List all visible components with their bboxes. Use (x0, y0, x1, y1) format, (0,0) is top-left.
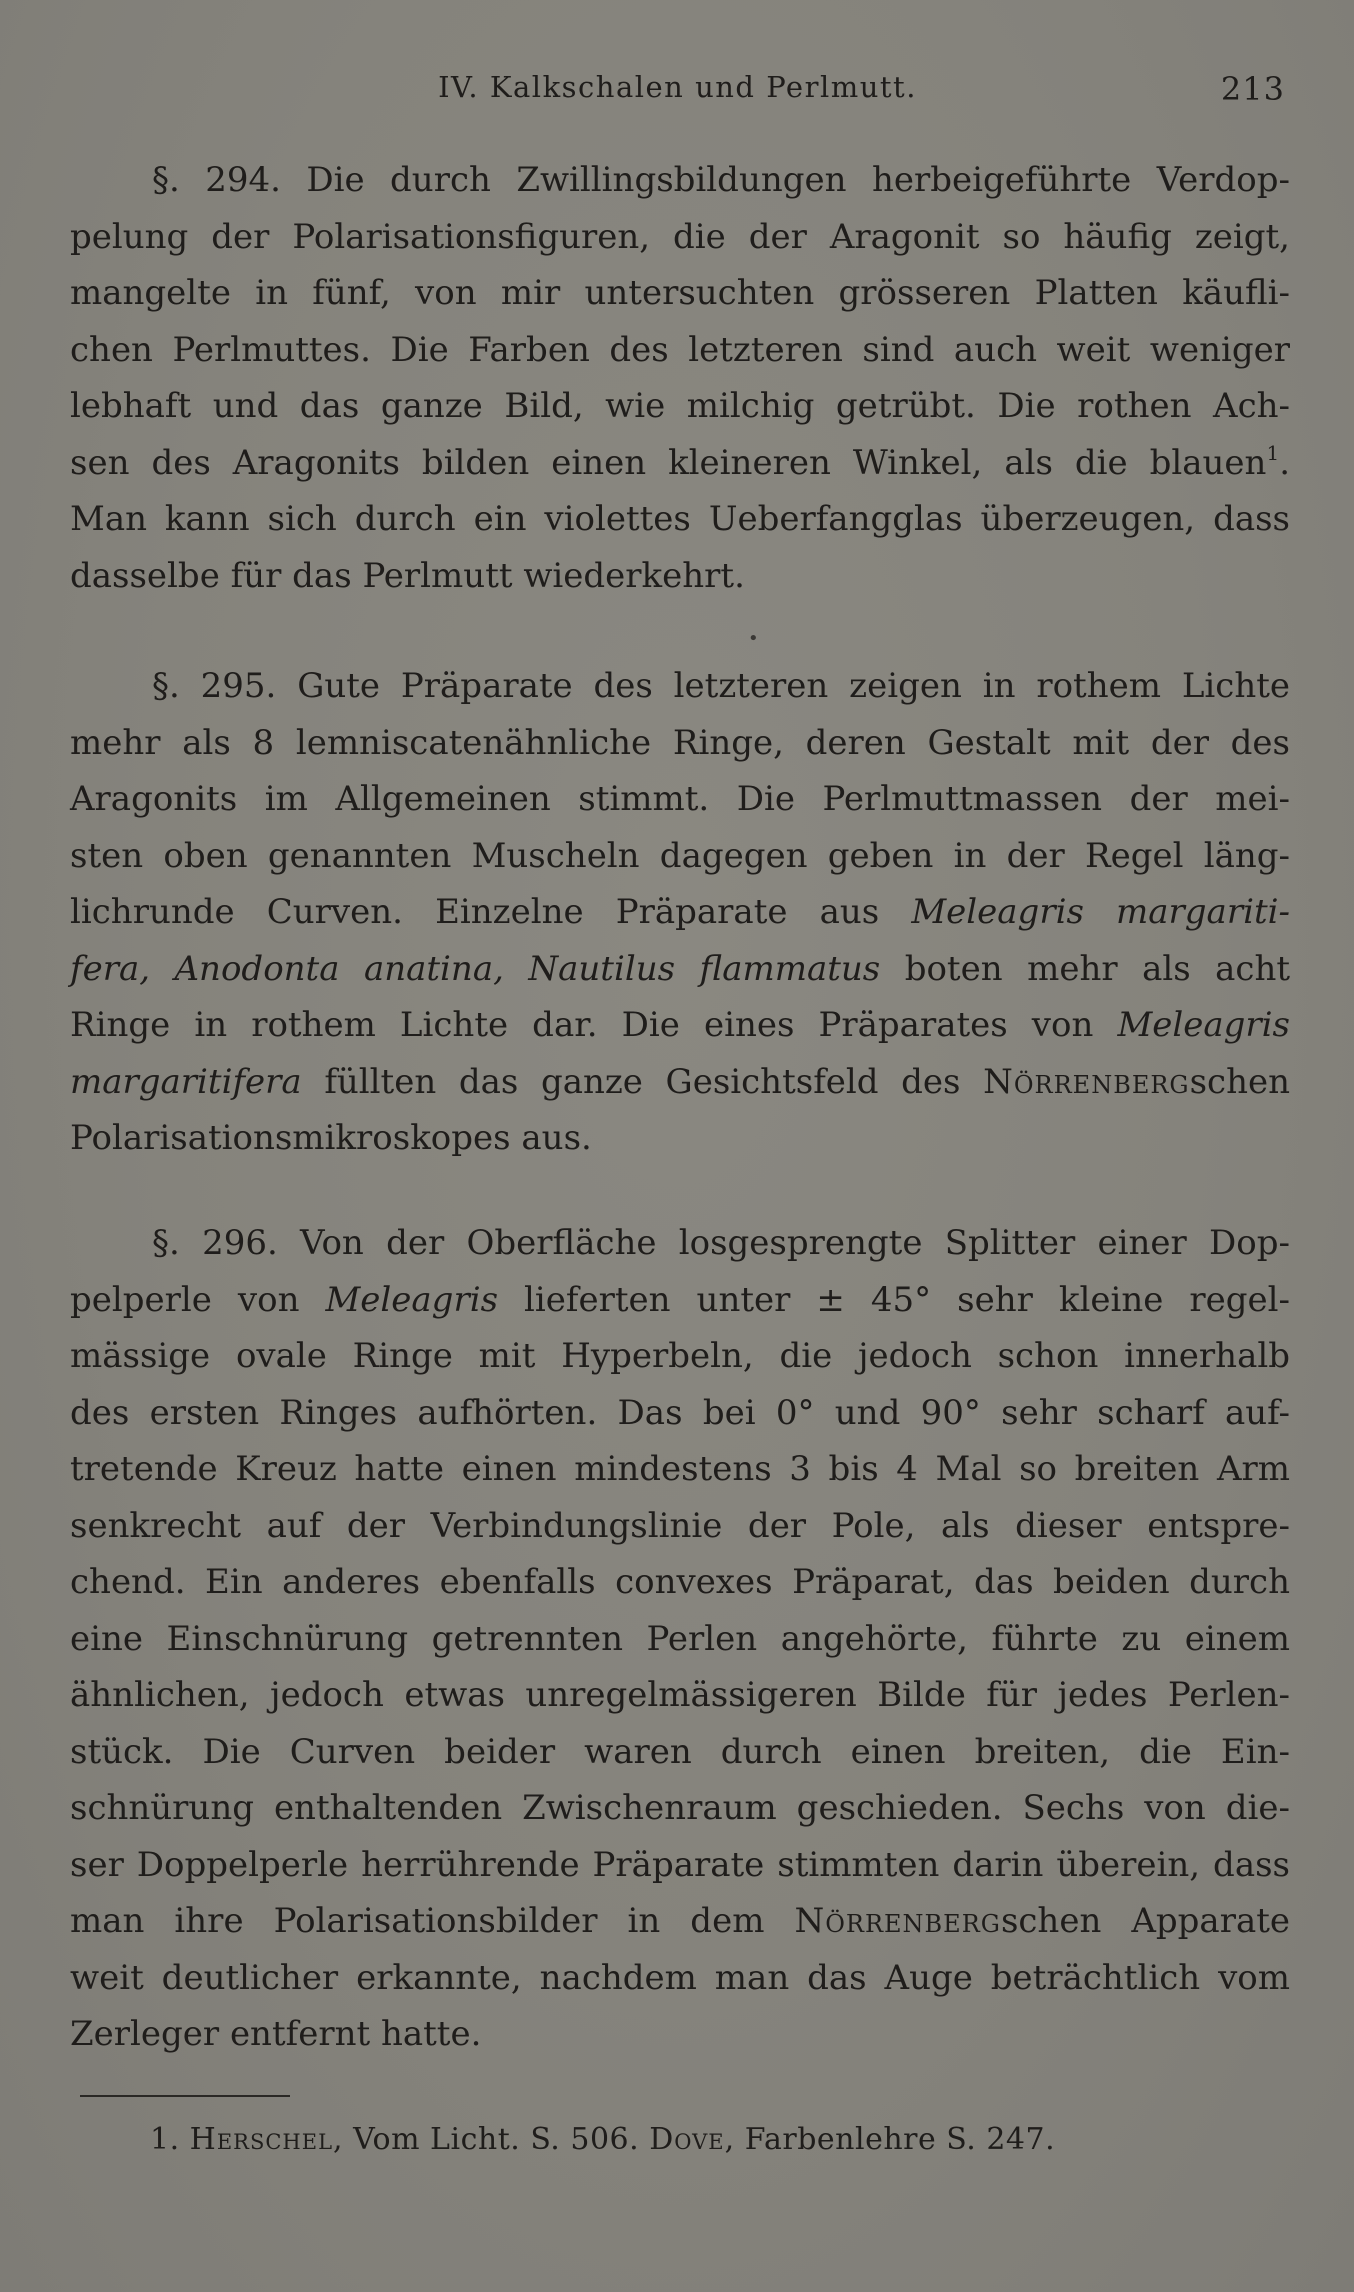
text-segment: boten mehr als acht (880, 948, 1290, 989)
text-line: senkrecht auf der Verbindungslinie der Pole, als dieser entspre- (70, 1505, 1290, 1546)
text-line: mangelte in fünf, von mir untersuchten grösseren Platten käufli- (70, 273, 1290, 313)
species-name: Meleagris (1117, 1005, 1290, 1045)
text-line: chen Perlmuttes. Die Farben des letzteren sind auch weit weniger (70, 329, 1290, 370)
text-line (70, 884, 1290, 941)
text-line: mehr als 8 lemniscatenähnliche Ringe, deren Gestalt mit der des (70, 722, 1290, 763)
text-segment: . (1279, 442, 1290, 483)
paragraph-294 (70, 152, 1290, 604)
species-name: Meleagris margariti- (911, 892, 1290, 932)
person-name: Dove (649, 2122, 725, 2157)
text-line: schnürung enthaltenden Zwischenraum geschieden. Sechs von die- (70, 1788, 1290, 1828)
paragraph-295 (70, 658, 1290, 1167)
text-line (70, 997, 1290, 1054)
person-name: Nörrenberg (983, 1061, 1190, 1102)
text-line (70, 941, 1290, 998)
text-line: tretende Kreuz hatte einen mindestens 3 bis 4 Mal so breiten Arm (70, 1449, 1290, 1489)
page-number: 213 (1220, 70, 1285, 108)
text-line: des ersten Ringes aufhörten. Das bei 0° und 90° sehr scharf auf- (70, 1392, 1290, 1433)
footnote (150, 2118, 1055, 2162)
text-line: Aragonits im Allgemeinen stimmt. Die Perlmuttmassen der mei- (70, 779, 1290, 819)
running-title: IV. Kalkschalen und Perlmutt. (438, 70, 917, 104)
running-head (70, 70, 1285, 120)
text-line (70, 1272, 1290, 1329)
text-segment: schen (1189, 1061, 1290, 1102)
species-name: margaritifera (70, 1061, 302, 1102)
text-line: Man kann sich durch ein violettes Ueberfangglas überzeugen, dass (70, 499, 1290, 539)
footnote-rule (80, 2095, 290, 2097)
text-line (70, 1054, 1290, 1111)
text-line (70, 435, 1290, 492)
footnote-text: , Farbenlehre S. 247. (724, 2122, 1056, 2157)
text-line: §. 296. Von der Oberfläche losgesprengte Splitter einer Dop- (152, 1223, 1290, 1263)
text-line: ser Doppelperle herrührende Präparate stimmten darin überein, dass (70, 1844, 1290, 1885)
text-segment: Ringe in rothem Lichte dar. Die eines Präparates von (70, 1005, 1118, 1045)
paragraph-296 (70, 1215, 1290, 2063)
text-line: mässige ovale Ringe mit Hyperbeln, die jedoch schon innerhalb (70, 1336, 1290, 1376)
footnote-number: 1. (150, 2122, 180, 2157)
text-line: lebhaft und das ganze Bild, wie milchig getrübt. Die rothen Ach- (70, 386, 1290, 426)
text-line: pelung der Polarisationsfiguren, die der Aragonit so häufig zeigt, (70, 216, 1290, 257)
text-segment: lieferten unter ± 45° sehr kleine regel- (498, 1279, 1290, 1320)
person-name: Herschel (189, 2122, 334, 2157)
text-line: dasselbe für das Perlmutt wiederkehrt. (70, 555, 745, 596)
text-line (70, 1893, 1290, 1950)
species-name: fera, Anodonta anatina, Nautilus flammatus (70, 948, 881, 989)
text-segment: sen des Aragonits bilden einen kleineren Winkel, als die blauen (70, 442, 1267, 483)
species-name: Meleagris (325, 1279, 499, 1320)
text-line: sten oben genannten Muscheln dagegen geben in der Regel läng- (70, 835, 1290, 876)
person-name: Nörrenberg (794, 1901, 1001, 1941)
text-line: Zerleger entfernt hatte. (70, 2014, 482, 2054)
text-line: eine Einschnürung getrennten Perlen angehörte, führte zu einem (70, 1618, 1290, 1659)
text-line: ähnlichen, jedoch etwas unregelmässigeren Bilde für jedes Perlen- (70, 1675, 1290, 1715)
text-line: chend. Ein anderes ebenfalls convexes Präparat, das beiden durch (70, 1562, 1290, 1602)
text-segment: man ihre Polarisationsbilder in dem (70, 1901, 795, 1941)
text-line: §. 295. Gute Präparate des letzteren zeigen in rothem Lichte (152, 666, 1290, 706)
text-segment: schen Apparate (1000, 1901, 1291, 1941)
text-line: Polarisationsmikroskopes aus. (70, 1118, 592, 1158)
text-segment: füllten das ganze Gesichtsfeld des (301, 1061, 984, 1102)
text-line: §. 294. Die durch Zwillingsbildungen herbeigeführte Verdop- (152, 160, 1290, 200)
text-line: weit deutlicher erkannte, nachdem man das Auge beträchtlich vom (70, 1957, 1290, 1998)
text-segment: pelperle von (70, 1279, 326, 1320)
footnote-marker: 1 (1266, 440, 1280, 465)
text-line: stück. Die Curven beider waren durch einen breiten, die Ein- (70, 1731, 1290, 1772)
footnote-text: , Vom Licht. S. 506. (333, 2122, 650, 2157)
ornament-mark: • (748, 628, 759, 649)
text-segment: lichrunde Curven. Einzelne Präparate aus (70, 892, 912, 932)
